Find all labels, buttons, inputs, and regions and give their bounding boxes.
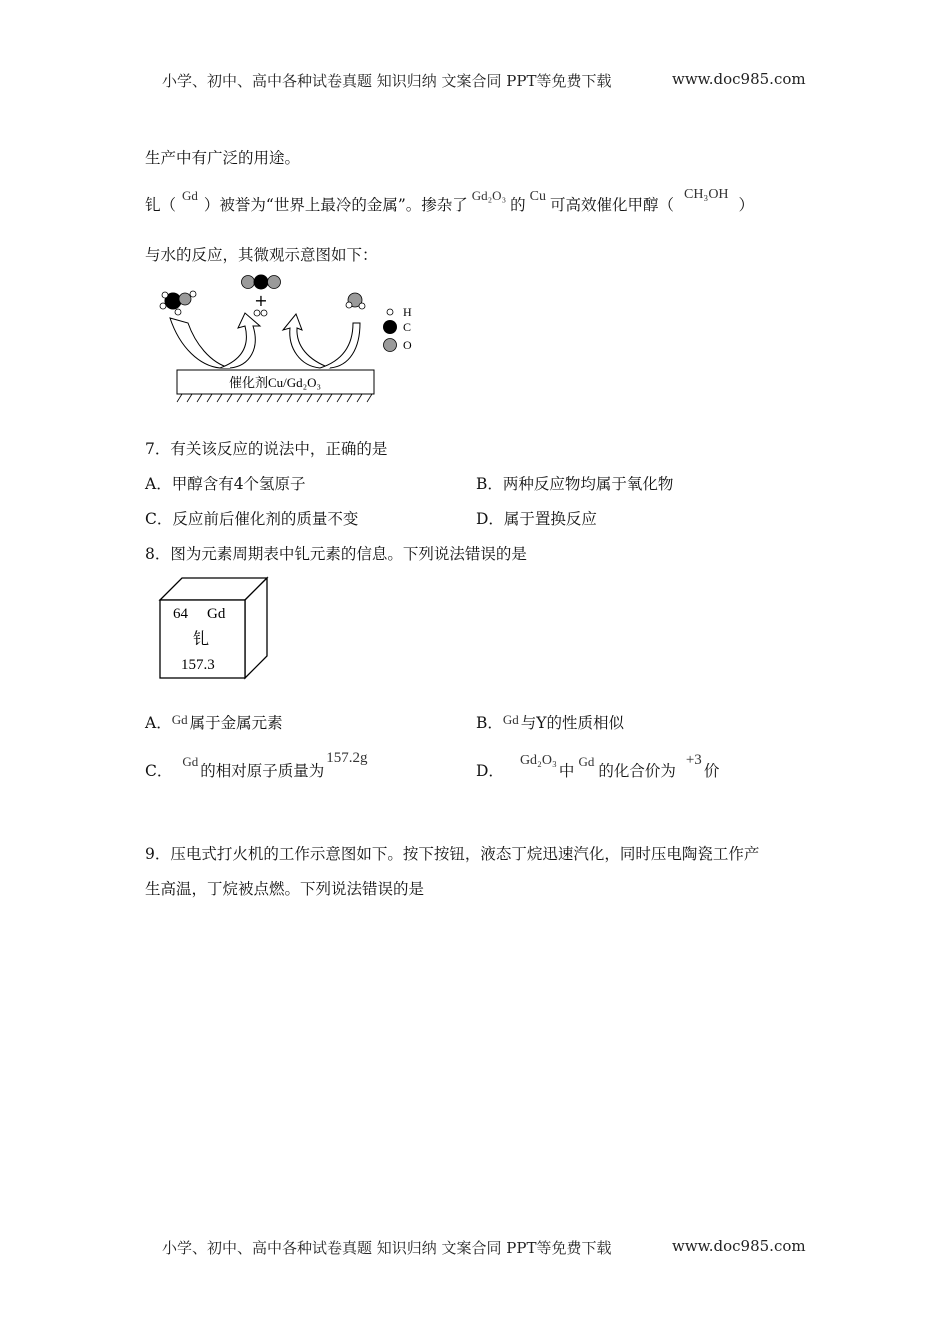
formula-cu: Cu xyxy=(529,189,546,204)
q7-option-c[interactable]: C．反应前后催化剂的质量不变 xyxy=(145,510,359,528)
q7-option-d[interactable]: D．属于置换反应 xyxy=(476,510,597,528)
q8-option-d[interactable]: D．Gd₂O₃中$^{Gd}$的化合价为+3价 xyxy=(476,752,720,780)
intro-line-2: 钆（$^{Gd}$）被誉为“世界上最冷的金属”。掺杂了$^{Gd_2O_3}$的 Cu 可高效催化甲醇（CH₃OH） xyxy=(145,187,755,214)
q8-option-b[interactable]: B．$^{Gd}$ 与Y的性质相似 xyxy=(476,712,625,732)
element-cell xyxy=(155,572,275,684)
plus-sign: + xyxy=(254,291,268,310)
co2-molecule xyxy=(242,275,281,290)
footer-site-link[interactable]: www.doc985.com xyxy=(672,1237,806,1255)
header-site-link[interactable]: www.doc985.com xyxy=(672,70,806,88)
catalyst-label: 催化剂Cu/Gd₂O₃ xyxy=(228,375,322,390)
q7-stem: 7．有关该反应的说法中，正确的是 xyxy=(145,440,388,458)
element-symbol: Gd xyxy=(207,606,226,622)
ground-hatch xyxy=(177,394,374,402)
q8-stem: 8．图为元素周期表中钆元素的信息。下列说法错误的是 xyxy=(145,545,527,563)
element-name: 钆 xyxy=(193,629,210,648)
element-mass: 157.3 xyxy=(181,657,215,673)
formula-gd: Gd xyxy=(182,188,198,203)
water-molecule xyxy=(346,293,365,309)
q9-line-2: 生高温，丁烷被点燃。下列说法错误的是 xyxy=(145,880,425,898)
methanol-molecule xyxy=(160,291,196,315)
atom-legend xyxy=(383,305,412,352)
q9-line-1: 9．压电式打火机的工作示意图如下。按下按钮，液态丁烷迅速汽化，同时压电陶瓷工作产 xyxy=(145,845,760,863)
legend-o-label: O xyxy=(403,338,412,352)
intro-line-1: 生产中有广泛的用途。 xyxy=(145,149,301,167)
legend-o-atom xyxy=(384,339,397,352)
legend-c-atom xyxy=(383,320,397,334)
intro-line-3: 与水的反应，其微观示意图如下： xyxy=(145,246,378,264)
legend-c-label: C xyxy=(403,320,412,334)
page-footer-text: 小学、初中、高中各种试卷真题 知识归纳 文案合同 PPT等免费下载 xyxy=(162,1239,612,1257)
q8-option-a[interactable]: A．$^{Gd}$ 属于金属元素 xyxy=(145,712,283,732)
hydrogen-molecule xyxy=(254,310,267,316)
q7-option-a[interactable]: A．甲醇含有4个氢原子 xyxy=(145,475,306,493)
q7-option-b[interactable]: B．两种反应物均属于氧化物 xyxy=(476,475,674,493)
legend-h-atom xyxy=(387,309,393,315)
element-number: 64 xyxy=(173,606,188,622)
formula-ch3oh: CH₃OH xyxy=(683,187,729,202)
legend-h-label: H xyxy=(403,305,412,319)
q8-option-c[interactable]: C．$^{Gd}$的相对原子质量为157.2g xyxy=(145,750,368,780)
page-header-text: 小学、初中、高中各种试卷真题 知识归纳 文案合同 PPT等免费下载 xyxy=(162,72,612,90)
formula-gd2o3: Gd₂O₃ xyxy=(471,188,507,203)
reaction-arrows xyxy=(170,313,360,368)
reaction-diagram xyxy=(150,268,430,408)
